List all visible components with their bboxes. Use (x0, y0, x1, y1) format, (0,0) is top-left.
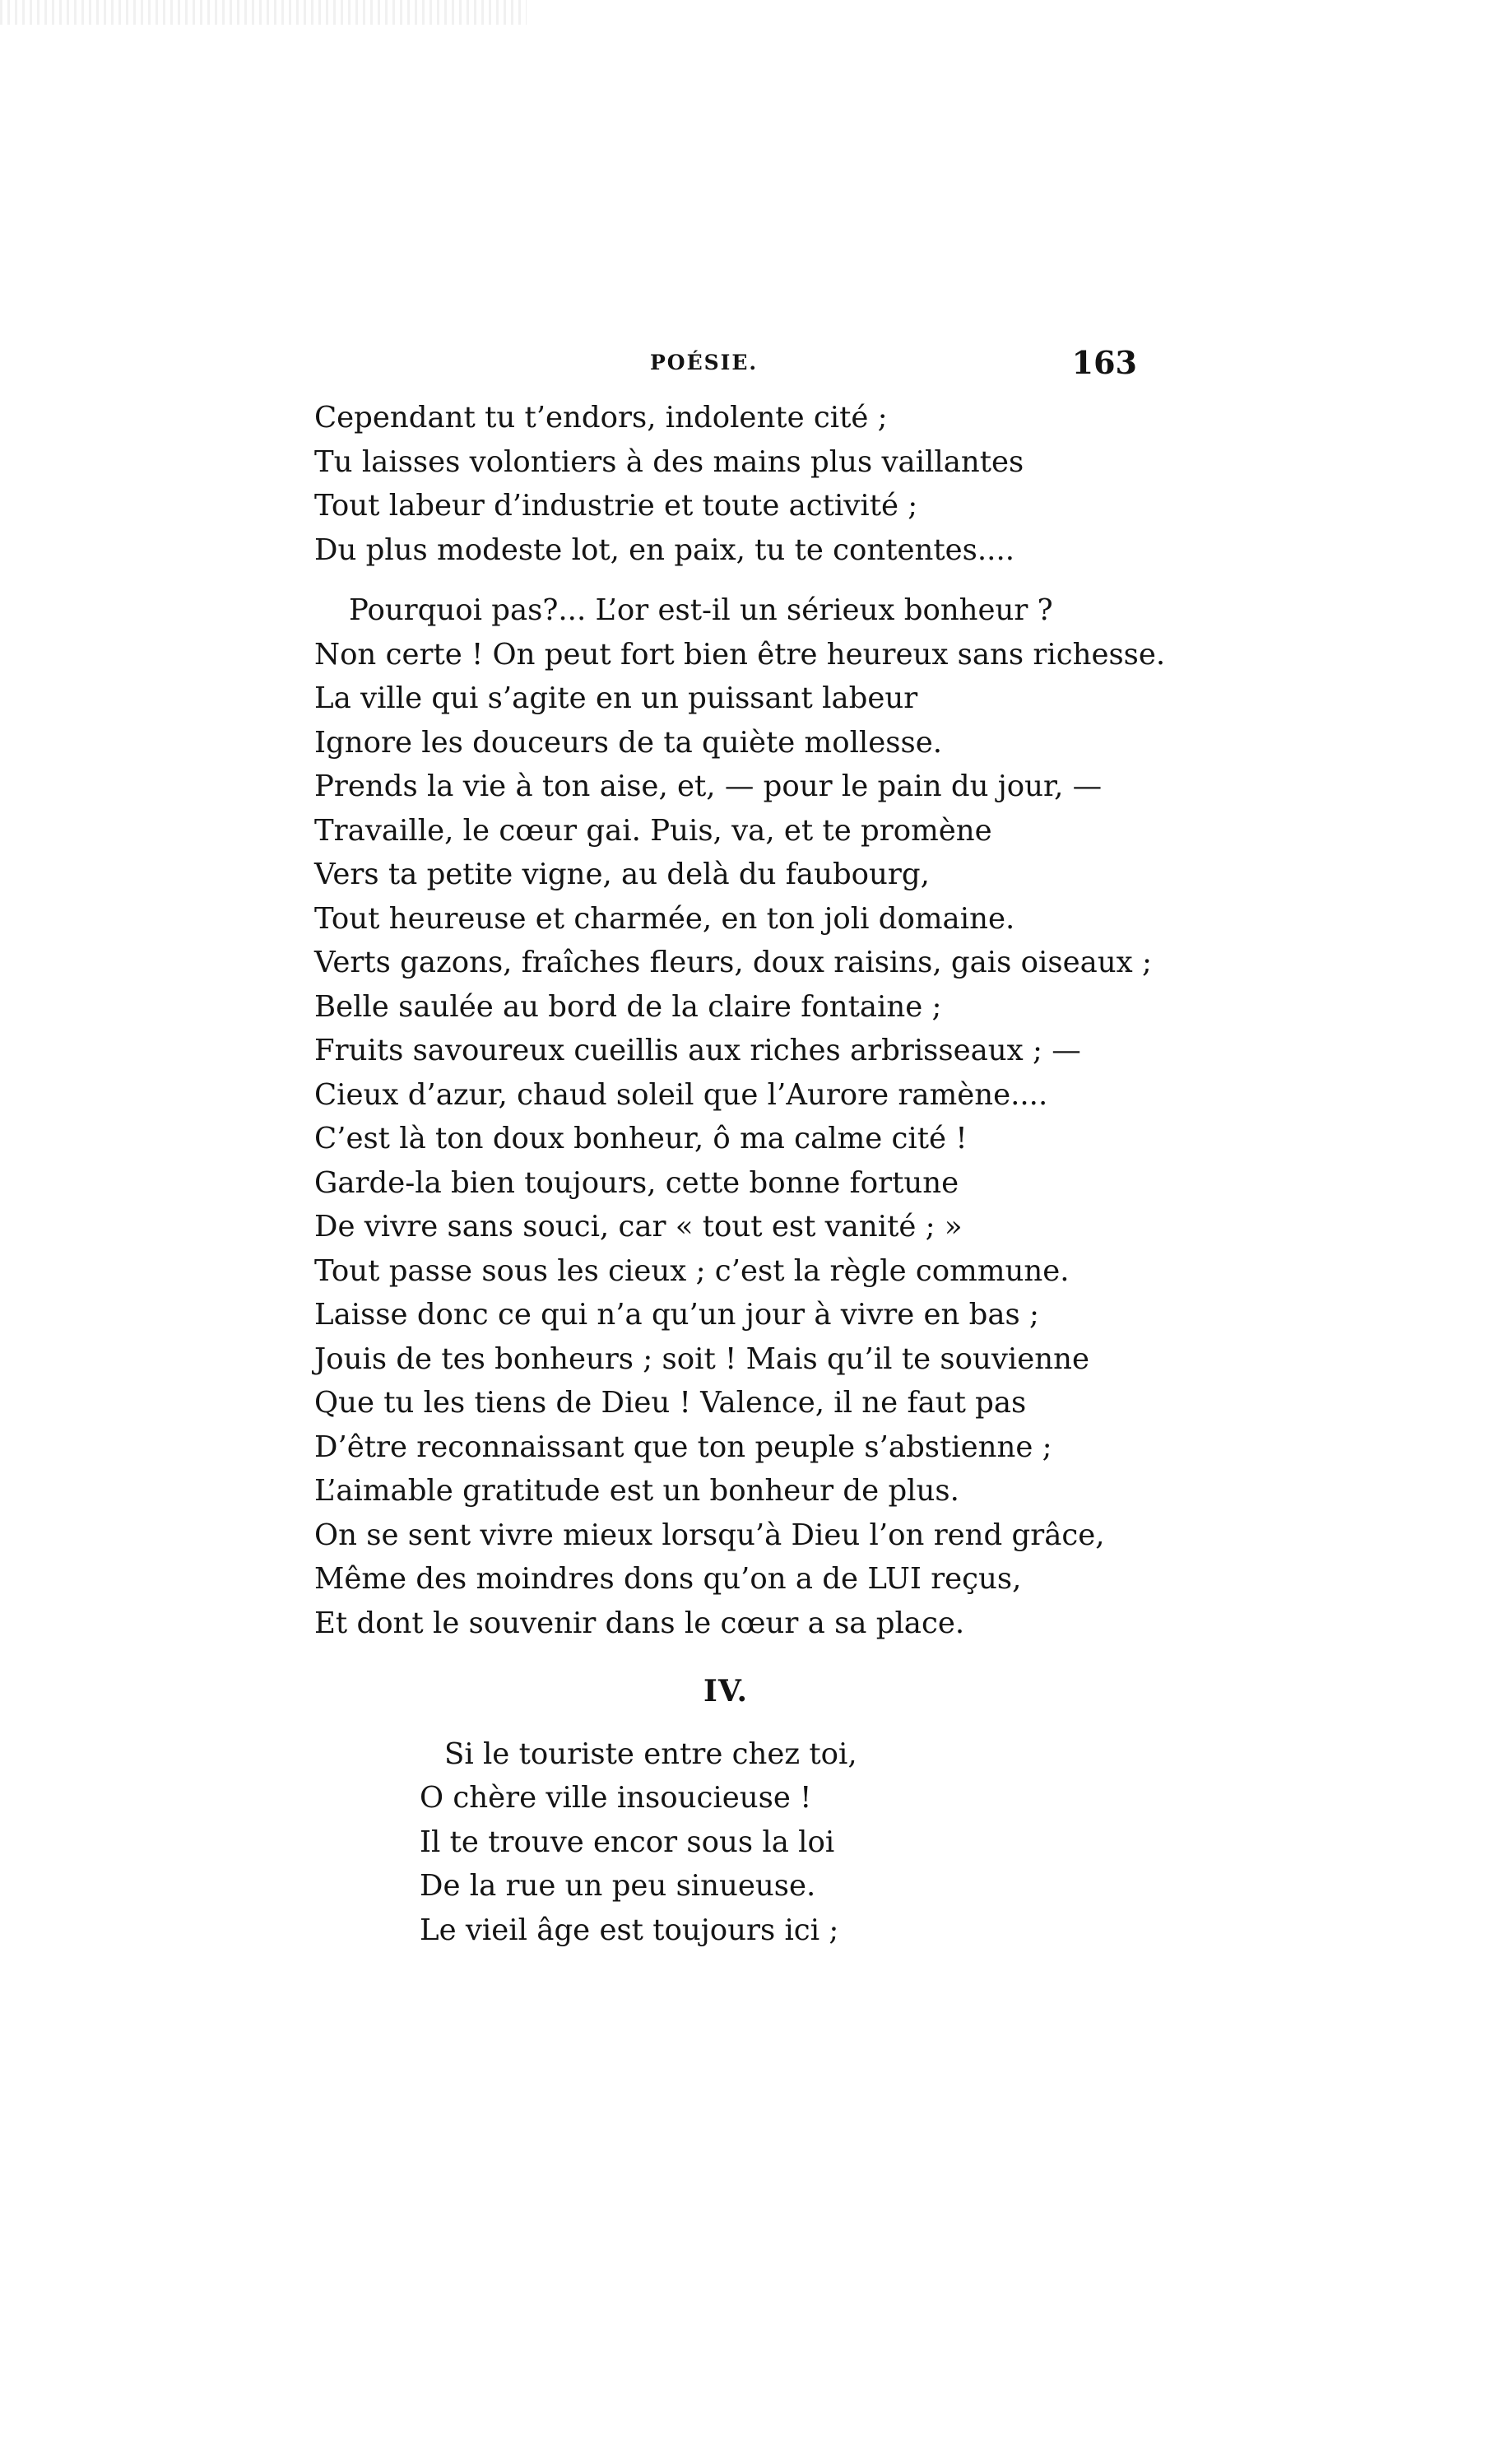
poem-line: Il te trouve encor sous la loi (420, 1825, 835, 1859)
section-heading: IV. (703, 1674, 748, 1709)
poem-line: Prends la vie à ton aise, et, — pour le pain du jour, — (314, 769, 1103, 803)
poem-line: Le vieil âge est toujours ici ; (420, 1913, 839, 1947)
stanza-3 (314, 1732, 1186, 1953)
poem-line: Que tu les tiens de Dieu ! Valence, il ne faut pas (314, 1386, 1027, 1420)
poem-line: Du plus modeste lot, en paix, tu te contentes.... (314, 532, 1015, 567)
poem-line: Verts gazons, fraîches fleurs, doux raisins, gais oiseaux ; (314, 946, 1152, 979)
poem-line: D’être reconnaissant que ton peuple s’abstienne ; (314, 1430, 1052, 1464)
poem-line: Cependant tu t’endors, indolente cité ; (314, 401, 888, 435)
poem-line: Cieux d’azur, chaud soleil que l’Aurore ramène.... (314, 1077, 1048, 1112)
poem-line: Tout labeur d’industrie et toute activité ; (314, 489, 918, 523)
stanza-2 (314, 588, 1186, 1645)
poem-line: Tout heureuse et charmée, en ton joli domaine. (314, 901, 1015, 936)
poem-line: Vers ta petite vigne, au delà du faubourg, (314, 858, 930, 891)
scan-edge-noise (0, 0, 527, 25)
poem-line: Jouis de tes bonheurs ; soit ! Mais qu’il te souvienne (314, 1341, 1089, 1376)
page-number: 163 (1071, 344, 1137, 381)
poem-line: Même des moindres dons qu’on a de LUI reçus, (314, 1562, 1022, 1596)
poem-line: Tout passe sous les cieux ; c’est la règle commune. (314, 1253, 1070, 1288)
poem-line: Ignore les douceurs de ta quiète mollesse. (314, 725, 943, 760)
poem-line: Travaille, le cœur gai. Puis, va, et te promène (314, 813, 992, 848)
running-head (314, 344, 1137, 393)
poem-line: Fruits savoureux cueillis aux riches arbrisseaux ; — (314, 1034, 1081, 1067)
poem-line: Garde-la bien toujours, cette bonne fortune (314, 1165, 959, 1200)
poem-line: La ville qui s’agite en un puissant labeur (314, 681, 918, 715)
poem-line: Pourquoi pas?... L’or est-il un sérieux bonheur ? (349, 593, 1053, 627)
stanza-1 (314, 396, 1186, 572)
poem-line: Laisse donc ce qui n’a qu’un jour à vivre en bas ; (314, 1298, 1040, 1332)
poem-line: De la rue un peu sinueuse. (420, 1869, 816, 1903)
poem-body (314, 396, 1186, 1952)
poem-line: Tu laisses volontiers à des mains plus vaillantes (314, 444, 1024, 479)
poem-line: Si le touriste entre chez toi, (444, 1736, 857, 1771)
header-title: POÉSIE. (650, 351, 759, 374)
poem-line: Et dont le souvenir dans le cœur a sa place. (314, 1606, 965, 1640)
poem-line: Non certe ! On peut fort bien être heureux sans richesse. (314, 637, 1166, 672)
poem-line: O chère ville insoucieuse ! (420, 1781, 812, 1815)
poem-line: On se sent vivre mieux lorsqu’à Dieu l’on rend grâce, (314, 1518, 1105, 1552)
poem-line: Belle saulée au bord de la claire fontaine ; (314, 989, 942, 1024)
poem-line: De vivre sans souci, car « tout est vanité ; » (314, 1210, 963, 1244)
poem-line: C’est là ton doux bonheur, ô ma calme cité ! (314, 1122, 968, 1155)
poem-line: L’aimable gratitude est un bonheur de plus. (314, 1474, 959, 1508)
